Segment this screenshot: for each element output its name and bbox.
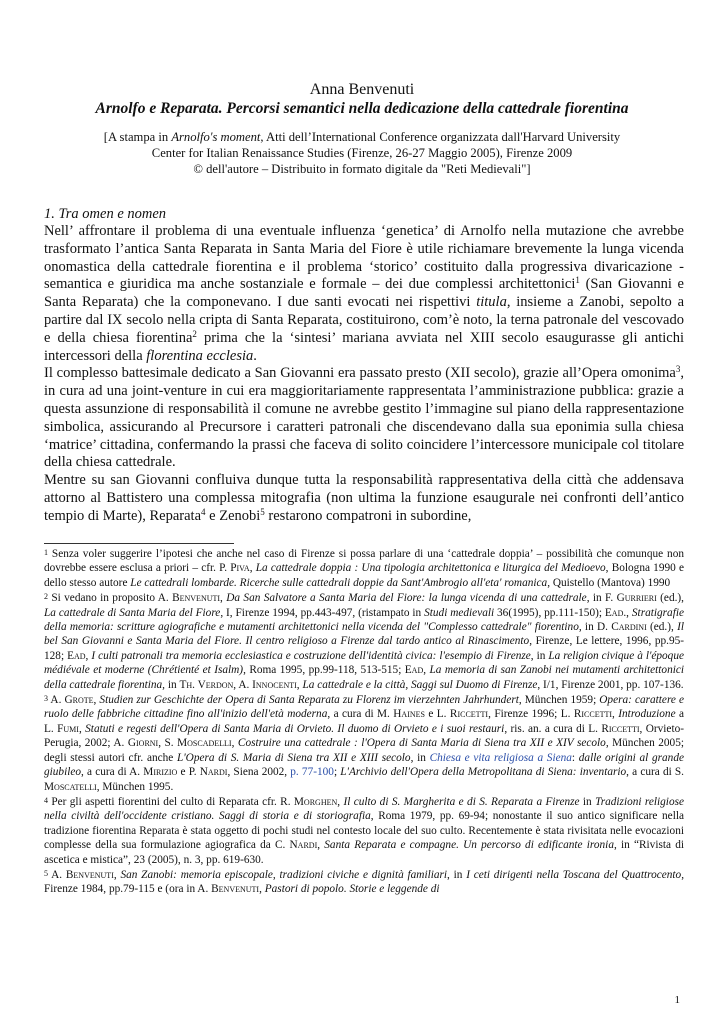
footnotes	[44, 546, 684, 897]
footnote-separator	[44, 543, 234, 544]
footnote-ref-1[interactable]: 1	[575, 275, 580, 286]
publication-line-1: [A stampa in Arnolfo's moment, Atti dell’International Conference organizzata dall'Harvard University	[103, 130, 621, 144]
link-chiesa-e-vita-religiosa[interactable]: Chiesa e vita religiosa a Siena	[429, 751, 572, 764]
publication-line-3: © dell'autore – Distribuito in formato digitale da "Reti Medievali"]	[193, 162, 531, 176]
body-text	[44, 223, 684, 526]
paper-title: Arnolfo e Reparata. Percorsi semantici nella dedicazione della cattedrale fiorentina	[95, 100, 629, 117]
footnote-ref-3[interactable]: 3	[675, 364, 681, 375]
footnote-3: 3 A. Grote, Studien zur Geschichte der Opera di Santa Reparata zu Florenz im vierzehnten Jahrhundert, München 1959; Opera: carattere e ruolo delle fabbriche cittadine fino all'inizio dell'età moderna, a cura di M. Haines e L. Riccetti, Firenze 1996; L. Riccetti, Introduzione a L. Fumi, Statuti e regesti dell'Opera di Santa Maria di Orvieto. Il duomo di Orvieto e i suoi restauri, ris. an. a cura di L. Riccetti, Orvieto- Perugia, 2002; A. Giorni, S. Moscadelli, Costruire una cattedrale : l'Opera di Santa Maria di Siena tra XII e XIV secolo, München 2005; degli stessi autori cfr. anche L'Opera di S. Maria di Siena tra XII e XIII secolo, in Chiesa e vita religiosa a Siena: dalle origini al grande giubileo, a cura di A. Mirizio e P. Nardi, Siena 2002, p. 77-100; L'Archivio dell'Opera della Metropolitana di Siena: inventario, a cura di S. Moscatelli, München 1995.	[44, 694, 685, 793]
paragraph-1: Nell’ affrontare il problema di una eventuale influenza ‘genetica’ di Arnolfo nella mutazione che avrebbe trasformato l’antica Santa Reparata in Santa Maria del Fiore è utile richiamare brevemente la lunga vicenda onomastica della cattedrale fiorentina e il problema ‘storico’ costituito dalla progressiva divaricazione -semantica e giuridica ma anche sostanziale e formale – dei due complessi architettonici$^1$ (San Giovanni e Santa Reparata) che la componevano. I due santi evocati nei rispettivi titula, insieme a Zanobi, sepolto a partire dal IX secolo nella cripta di Santa Reparata, costituirono, com’è noto, la terna patronale del vescovado e della chiesa fiorentina$^2$ prima che la ‘sintesi’ mariana avviata nel XIII secolo esaugurasse gli antichi intercessori della florentina ecclesia.	[44, 223, 685, 364]
paragraph-2: Il complesso battesimale dedicato a San Giovanni era passato presto (XII secolo), grazie all’Opera omonima$^3$, in cura ad una joint-venture in cui era maggioritariamente rappresentata l’amministrazione pubblica: grazie a questa assunzione di responsabilità il comune ne avrebbe gestito l’immagine sul piano della rappresentazione simbolica, assicurando al Precursore i caratteri patronali che discendevano dalla sua eponimia sulla chiesa ‘matrice’ cittadina, confermando la prassi che faceva di solito coincidere l’intercessore municipale col titolare della chiesa cattedrale.	[44, 364, 684, 471]
publication-info	[40, 129, 684, 177]
link-page-range[interactable]: p. 77-100	[290, 766, 334, 779]
footnote-5: 5 A. Benvenuti, San Zanobi: memoria episcopale, tradizioni civiche e dignità familiari, in I ceti dirigenti nella Toscana del Quattrocento, Firenze 1984, pp.79-115 e (ora in A. Benvenuti, Pastori di popolo. Storie e leggende di	[44, 868, 685, 896]
section-heading: 1. Tra omen e nomen	[44, 206, 167, 222]
footnote-ref-2[interactable]: 2	[192, 328, 197, 339]
footnote-4: 4 Per gli aspetti fiorentini del culto di Reparata cfr. R. Morghen, Il culto di S. Margherita e di S. Reparata a Firenze in Tradizioni religiose nella civiltà dell'occidente cristiano. Saggi di storia e di storiografia, Roma 1979, pp. 69-94; nonostante il suo antico significare nella tradizione fiorentina Reparata è stata oggetto di pochi studi nel contesto locale del suo culto. Recentemente è stata rivisitata nelle evocazioni complesse della sua formulazione agiografica da C. Nardi, Santa Reparata e compagne. Un percorso di edificante ironia, in “Rivista di ascetica e mistica”, 23 (2005), n. 3, pp. 619-630.	[44, 795, 685, 866]
publication-line-2: Center for Italian Renaissance Studies (Firenze, 26-27 Maggio 2005), Firenze 2009	[151, 146, 573, 160]
author-name: Anna Benvenuti	[309, 81, 415, 98]
footnote-1: 1 Senza voler suggerire l’ipotesi che anche nel caso di Firenze si possa parlare di una ‘cattedrale doppia’ – possibilità che comunque non dovrebbe essere esclusa a priori – cfr. P. Piva, La cattedrale doppia : Una tipologia architettonica e liturgica del Medioevo, Bologna 1990 e dello stesso autore Le cattedrali lombarde. Ricerche sulle cattedrali doppie da Sant'Ambrogio all'eta' romanica, Quistello (Mantova) 1990	[44, 548, 684, 589]
footnote-ref-5[interactable]: 5	[260, 506, 265, 517]
paragraph-3: Mentre su san Giovanni confluiva dunque tutta la responsabilità rappresentativa della città che addensava attorno al Battistero una complessa mitografia (non ultima la funzione esaugurale nei confronti dell’antico tempio di Marte), Reparata$^4$ e Zenobi$^5$ restarono compatroni in subordine,	[44, 472, 684, 524]
footnote-ref-4[interactable]: 4	[201, 506, 206, 517]
page-number: 1	[674, 994, 680, 1006]
footnote-2: 2 Si vedano in proposito A. Benvenuti, Da San Salvatore a Santa Maria del Fiore: la lunga vicenda di una cattedrale, in F. Gurrieri (ed.), La cattedrale di Santa Maria del Fiore, I, Firenze 1994, pp.443-497, (ristampato in Studi medievali 36(1995), pp.111-150); Ead., Stratigrafie della memoria: scritture agiografiche e mutamenti architettonici nella vicenda del "Complesso cattedrale" fiorentino, in D. Cardini (ed.), Il bel San Giovanni e Santa Maria del Fiore. Il centro religioso a Firenze dal tardo antico al Rinascimento, Firenze, Le lettere, 1996, pp.95-128; Ead, I culti patronali tra memoria ecclesiastica e costruzione dell'identità civica: l'esempio di Firenze, in La religion civique à l'époque médiévale et moderne (Chrétienté et Isalm), Roma 1995, pp.99-118, 513-515; Ead, La memoria di san Zanobi nei mutamenti architettonici della cattedrale fiorentina, in Th. Verdon, A. Innocenti, La cattedrale e la città, Saggi sul Duomo di Firenze, I/1, Firenze 2001, pp. 107-136.	[44, 592, 685, 691]
book-title: Arnolfo's moment	[171, 130, 261, 144]
